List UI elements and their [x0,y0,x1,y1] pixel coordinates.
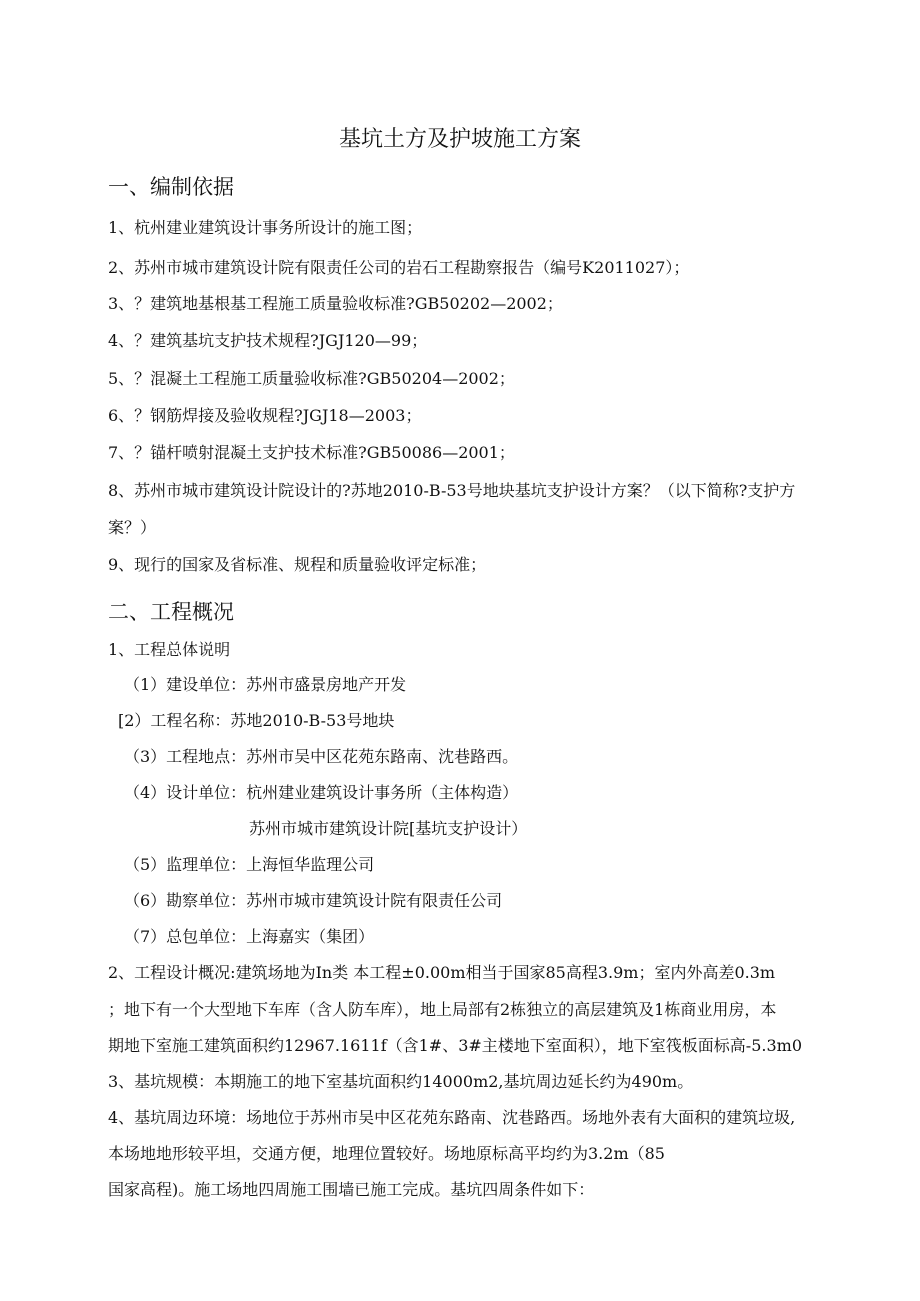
surroundings-line-2: 本场地地形较平坦，交通方便，地理位置较好。场地原标高平均约为3.2m（85 [108,1144,665,1163]
overview-item-construction-unit: （1）建设单位：苏州市盛景房地产开发 [124,675,407,694]
pit-scale-paragraph: 3、基坑规模：本期施工的地下室基坑面积约14000m2,基坑周边延长约为490m。 [108,1072,694,1091]
overview-item-project-location: （3）工程地点：苏州市吴中区花苑东路南、沈巷路西。 [124,747,519,766]
basis-item-5: 5、？混凝土工程施工质量验收标准?GB50204—2002； [108,369,515,388]
overview-item-project-name: [2）工程名称：苏地2010-B-53号地块 [118,711,395,730]
design-overview-line-3: 期地下室施工建筑面积约12967.1611f（含1#、3#主楼地下室面积），地下室筏板面标高-5.3m0 [108,1036,803,1055]
basis-item-3: 3、？建筑地基根基工程施工质量验收标准?GB50202—2002； [108,294,563,313]
overview-item-design-unit-2: 苏州市城市建筑设计院[基坑支护设计） [249,819,528,838]
basis-item-9: 9、现行的国家及省标准、规程和质量验收评定标准； [108,555,487,574]
surroundings-line-1: 4、基坑周边环境：场地位于苏州市吴中区花苑东路南、沈巷路西。场地外表有大面积的建筑垃圾, [108,1108,796,1127]
design-overview-line-2: ；地下有一个大型地下车库（含人防车库），地上局部有2栋独立的高层建筑及1栋商业用房，本 [108,1000,777,1019]
basis-item-7: 7、？锚杆喷射混凝土支护技术标准?GB50086—2001； [108,443,515,462]
basis-item-8: 8、苏州市城市建筑设计院设计的?苏地2010-B-53号地块基坑支护设计方案？（以下简称?支护方 [108,481,796,500]
overview-item-supervision-unit: （5）监理单位：上海恒华监理公司 [124,855,375,874]
document-title: 基坑土方及护坡施工方案 [338,127,581,152]
overview-item-survey-unit: （6）勘察单位：苏州市城市建筑设计院有限责任公司 [124,891,503,910]
design-overview-line-1: 2、工程设计概况:建筑场地为In类 本工程±0.00m相当于国家85高程3.9m；室内外高差0.3m [108,963,776,982]
overview-item-general-contractor: （7）总包单位：上海嘉实（集团） [124,927,375,946]
basis-item-4: 4、？建筑基坑支护技术规程?JGJ120—99； [108,331,428,350]
section-heading-overview: 二、工程概况 [108,600,234,624]
overview-sub1-heading: 1、工程总体说明 [108,640,231,659]
basis-item-1: 1、杭州建业建筑设计事务所设计的施工图； [108,218,423,237]
basis-item-6: 6、？钢筋焊接及验收规程?JGJ18—2003； [108,406,422,425]
basis-item-8-continued: 案？） [108,518,157,537]
basis-item-2: 2、苏州市城市建筑设计院有限责任公司的岩石工程勘察报告（编号K2011027）； [108,258,690,277]
section-heading-basis: 一、编制依据 [108,175,234,199]
surroundings-line-3: 国家高程)。施工场地四周施工围墙已施工完成。基坑四周条件如下： [108,1180,595,1199]
overview-item-design-unit: （4）设计单位：杭州建业建筑设计事务所（主体构造） [124,783,519,802]
